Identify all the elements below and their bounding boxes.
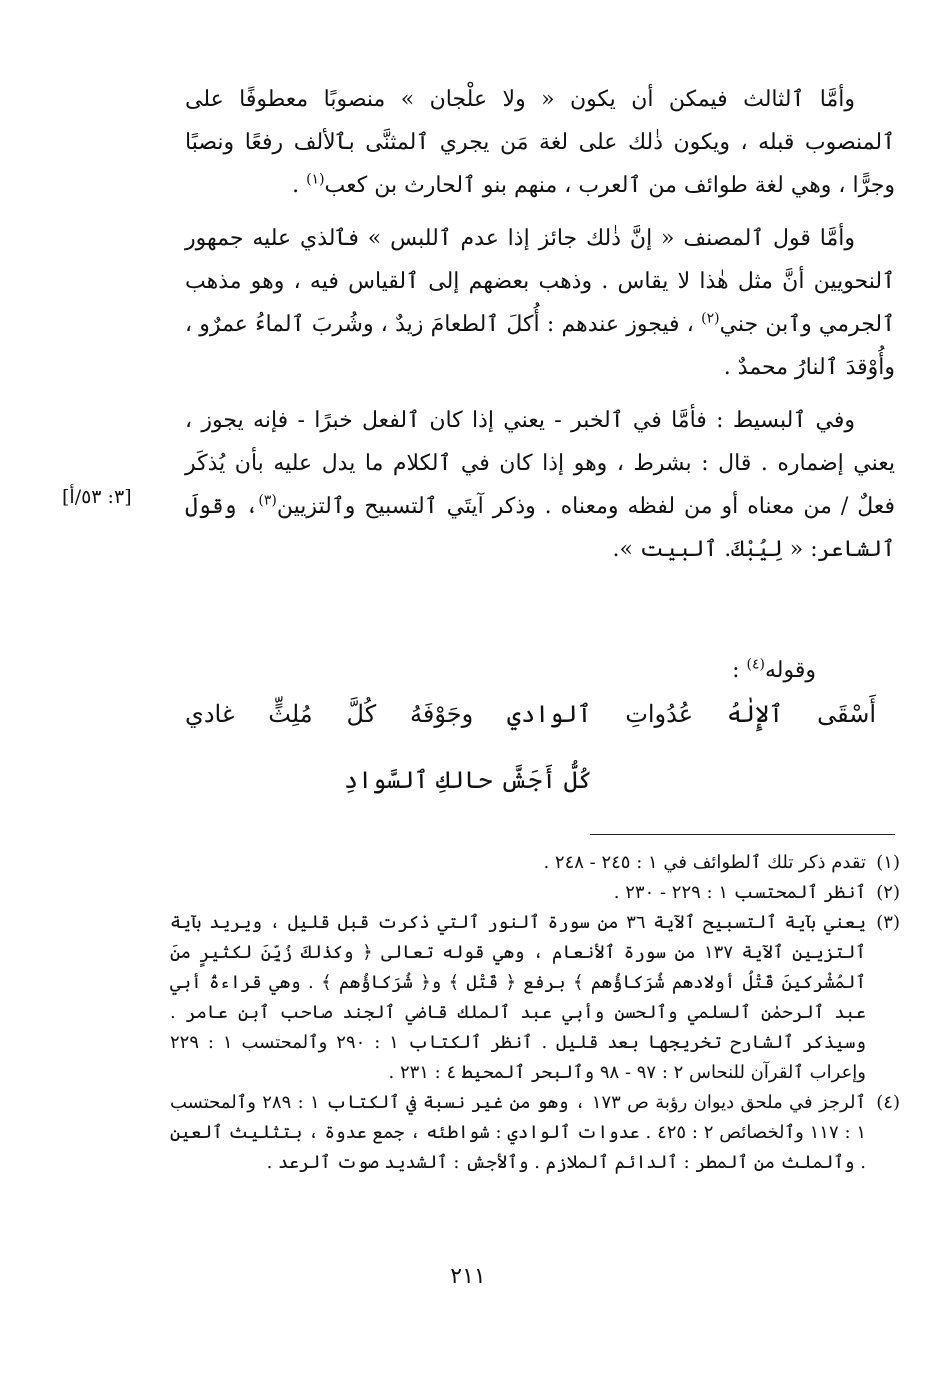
footnote-ref-2: (٢) [701,310,720,327]
verse-word: ٱلإِلٰهُ [726,700,784,728]
footnote-item [170,1088,900,1178]
paragraph-1-text: وأمَّا ٱلثالث فيمكن أن يكون « ولا علْجان » منصوبًا معطوفًا على ٱلمنصوب قبله ، ويكون ذٰلك على لغة مَن يجري ٱلمثنَّى بٱلألف رفعًا ونصبًا وجرًّا ، وهي لغة طوائف من ٱلعرب ، منهم بنو ٱلحارث بن كعب [185,87,895,198]
verse-intro-end: : [732,658,747,683]
footnote-divider [590,834,895,835]
footnote-number: (١) [876,852,900,873]
verse-intro-text: وقوله [764,658,816,683]
verse-word: غادي [185,700,235,728]
verse-word: مُلِثٍّ [268,700,313,728]
paragraph-3 [185,399,895,571]
paragraph-3-text-a: وفي ٱلبسيط : فأمَّا في ٱلخبر - يعني إذا كان ٱلفعل خبرًا - فإنه يجوز ، يعني إضماره . قال : بشرط ، وهو إذا كان في ٱلكلام ما يدل عليه بأن يُذكَر فعلٌ / من معناه أو من لفظه ومعناه . وذكر آيتَي ٱلتسبيح وٱلتزيين [185,408,895,519]
footnote-item [170,908,900,1088]
footnote-item [170,878,900,908]
footnote-ref-1: (١) [306,171,325,188]
verse-word: ٱلوادي [507,700,592,728]
paragraph-3-text-b: ، وقولَ ٱلشاعر: « لِيُبْكَ. ٱلبيت ». [185,494,895,562]
main-text [185,78,895,577]
footnote-number: (٢) [876,882,900,903]
footnote-text: يعني بآية ٱلتسبيح ٱلآية ٣٦ من سورة ٱلنور ٱلتي ذكرت قبل قليل ، ويريد بآية ٱلتزيين ٱلآية ١٣٧ من سورة ٱلأنعام ، وهي قوله تعالى ﴿ وكذٰلكَ زُيِّنَ لكثيرٍ منَ ٱلمُشْركينَ قَتْلُ أولادهم شُرَكاؤُهم ﴾ برفع ﴿ قَتْل ﴾ و﴿ شُرَكاؤُهم ﴾ . وهي قراءةُ أبي عبد ٱلرحمٰن ٱلسلمي وٱلحسن وأبي عبد ٱلملك قاضي ٱلجند صاحب ٱبن عامر . وسيذكر ٱلشارح تخريجها بعد قليل . ٱنظر ٱلكتاب ١ : ٢٩٠ وٱلمحتسب ١ : ٢٢٩ وإعراب ٱلقرآن للنحاس ٢ : ٩٧ - ٩٨ وٱلبحر ٱلمحيط ٤ : ٢٣١ . [170,912,867,1083]
footnote-text: ٱلرجز في ملحق ديوان رؤبة ص ١٧٣ ، وهو من غير نسبة في ٱلكتاب ١ : ٢٨٩ وٱلمحتسب ١ : ١١٧ وٱلخصائص ٢ : ٤٢٥ . عدوات ٱلوادي : شواطئه ، جمع عدوة ، بتثليث ٱلعين . وٱلملث من ٱلمطر : ٱلدائم ٱلملازم . وٱلأجش : ٱلشديد صوت ٱلرعد . [170,1092,866,1173]
verse-word: أَسْقَى [817,700,876,728]
footnote-number: (٤) [876,1092,900,1113]
paragraph-2 [185,217,895,389]
paragraph-1 [185,78,895,207]
paragraph-2-text-b: ، فيجوز عندهم : أُكلَ ٱلطعامَ زيدٌ ، وشُربَ ٱلماءُ عمرٌو ، وأُوْقدَ ٱلنارُ محمدٌ . [185,312,895,380]
footnote-item [170,848,900,878]
verse-intro [732,658,816,683]
verse-line-2: كُلُّ أَجَشَّ حالكِ ٱلسَّوادِ [344,766,592,794]
verse-word: وجَوْفَهُ [410,700,474,728]
verse-word: عُدُواتِ [625,700,694,728]
manuscript-margin-note: [٣: ٥٣/أ] [62,486,132,508]
footnote-text: ٱنظر ٱلمحتسب ١ : ٢٢٩ - ٢٣٠ . [613,882,866,903]
footnote-number: (٣) [876,912,900,933]
footnote-ref-4: (٤) [746,656,765,673]
verse-word: كُلَّ [346,700,377,728]
footnotes [170,848,900,1178]
paragraph-1-end: . [292,173,307,198]
page-number: ٢١١ [450,1264,486,1289]
footnote-ref-3: (٣) [258,492,277,509]
footnote-text: تقدم ذكر تلك ٱلطوائف في ١ : ٢٤٥ - ٢٤٨ . [543,852,866,873]
verse-line-1 [185,700,876,728]
paragraph-2-text-a: وأمَّا قول ٱلمصنف « إنَّ ذٰلك جائز إذا عدم ٱللبس » فٱلذي عليه جمهور ٱلنحويين أنَّ مثل هٰذا لا يقاس . وذهب بعضهم إلى ٱلقياس فيه ، وهو مذهب ٱلجرمي وٱبن جني [185,226,895,337]
